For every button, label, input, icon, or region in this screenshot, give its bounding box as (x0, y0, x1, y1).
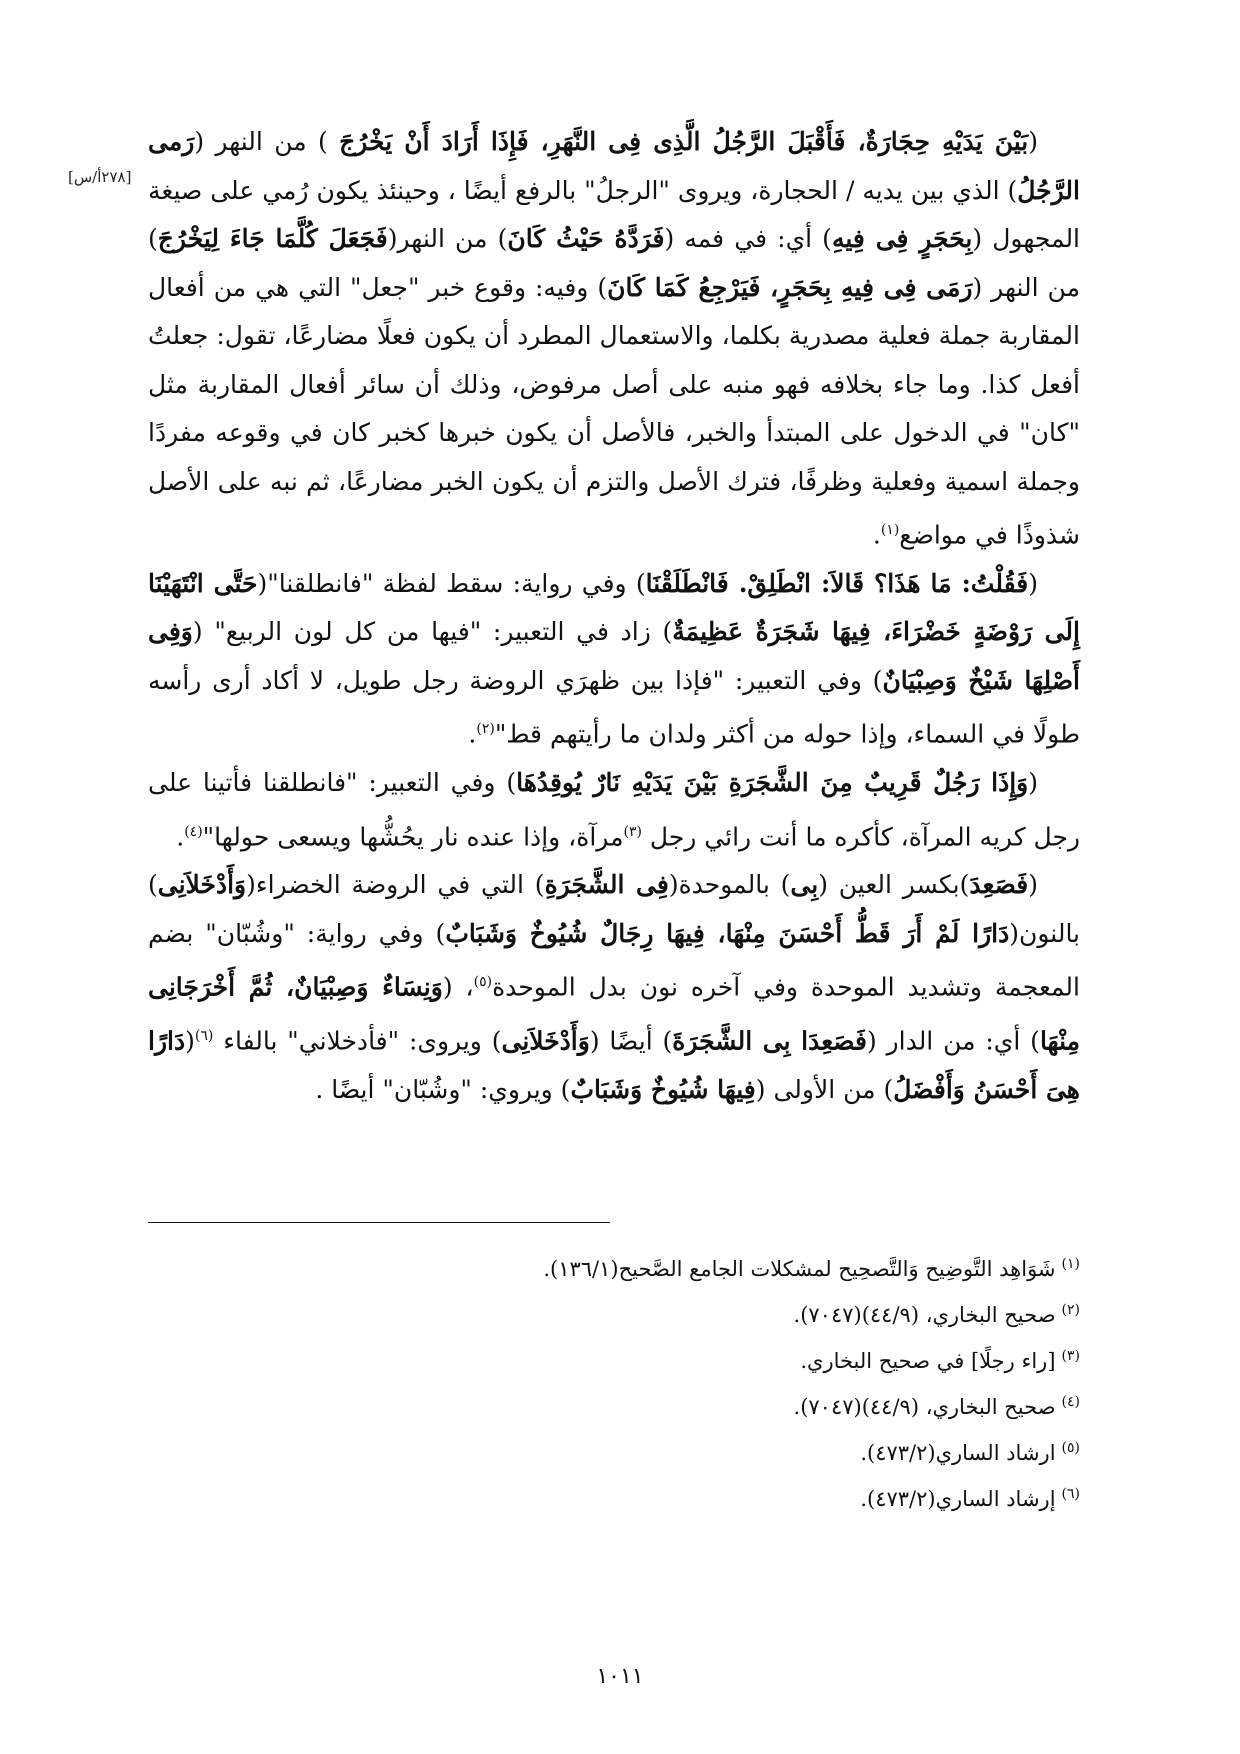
hadith-quote: فِيهَا شُيُوخٌ وَشَبَابٌ (570, 1075, 756, 1105)
commentary-text: ) أي: في فمه ( (664, 224, 832, 253)
footnote-separator (148, 1222, 610, 1223)
commentary-text: ) وفي التعبير: "فإذا بين ظهرَي الروضة رجل طويل، لا أكاد أرى رأسه طولًا في السماء، وإذا حوله من أكثر ولدان ما رأيتهم قط" (148, 665, 1080, 749)
footnote-reference: (١) (880, 522, 900, 538)
paragraph-3 (148, 759, 1080, 861)
hadith-quote: فَصَعِدَا بِى الشَّجَرَةَ (672, 1026, 867, 1056)
hadith-quote: فَصَعِدَ (969, 870, 1029, 900)
hadith-quote: حَتَّى انْتَهَيْنَا إِلَى رَوْضَةٍ خَضْرَاءَ، فِيهَا شَجَرَةٌ عَظِيمَةٌ (148, 568, 1080, 647)
commentary-text: . (468, 719, 477, 749)
footnote-reference: (٦) (194, 1028, 214, 1045)
commentary-text: ) من النهر ( (194, 127, 340, 156)
footnote-2 (148, 1290, 1080, 1336)
commentary-text: ) التي في الروضة الخضراء( (246, 870, 545, 900)
hadith-quote: وَنِسَاءٌ وَصِبْيَانٌ، ثُمَّ أَخْرَجَانِى مِنْهَا (148, 972, 1081, 1056)
hadith-quote: فِى الشَّجَرَةِ (544, 870, 669, 900)
footnote-5 (148, 1428, 1080, 1474)
hadith-quote: دَارًا لَمْ أَرَ قَطُّ أَحْسَنَ مِنْهَا، فِيهَا رِجَالٌ شُيُوخٌ وَشَبَابٌ (445, 918, 1010, 948)
commentary-text: ( (1028, 568, 1038, 598)
hadith-quote: وَأَدْخَلاَنِى (501, 1026, 590, 1056)
page-number: ١٠١١ (596, 1664, 644, 1689)
hadith-quote: فَقُلْتُ: مَا هَذَا؟ قَالاَ: انْطَلِقْ. فَانْطَلَقْنَا (645, 568, 1029, 598)
footnote-number: (١) (1061, 1256, 1080, 1272)
commentary-text: . (176, 821, 185, 851)
footnote-6 (148, 1474, 1080, 1520)
commentary-text: ) وفي رواية: "وشُبّان" بضم المعجمة وتشديد الموحدة وفي آخره نون بدل الموحدة (148, 918, 1080, 1002)
footnote-number: (٦) (1061, 1486, 1080, 1502)
footnote-number: (٥) (1061, 1440, 1080, 1456)
commentary-text: مرآة، وإذا عنده نار يحُشُّها ويسعى حولها" (202, 821, 624, 851)
footnote-reference: (٥) (473, 974, 493, 991)
footnote-reference: (٤) (184, 823, 203, 840)
footnote-4 (148, 1382, 1080, 1428)
hadith-quote: بِى (790, 870, 819, 900)
footnote-text: ارشاد الساري(٤٧٣/٢). (860, 1441, 1056, 1465)
commentary-text: ) ويروى: "فأدخلاني" بالفاء (213, 1026, 502, 1056)
commentary-text: ( (185, 1026, 195, 1056)
hadith-quote: بَيْنَ يَدَيْهِ حِجَارَةٌ، فَأَقْبَلَ الرَّجُلُ الَّذِى فِى النَّهَرِ، فَإِذَا أَرَادَ أَنْ يَخْرُجَ (339, 127, 1029, 156)
footnote-3 (148, 1336, 1080, 1382)
hadith-quote: فَرَدَّهُ حَيْثُ كَانَ (507, 224, 665, 253)
hadith-quote: وَفِى أَصْلِهَا شَيْخٌ وَصِبْيَانٌ (148, 617, 1080, 695)
paragraph-1 (148, 118, 1080, 560)
commentary-text: ) أي: من الدار ( (866, 1026, 1040, 1056)
commentary-text: ) بالنون( (148, 870, 1081, 948)
hadith-quote: رَمَى فِى فِيهِ بِحَجَرٍ، فَيَرْجِعُ كَمَا كَانَ (607, 272, 973, 302)
footnote-number: (٢) (1061, 1302, 1080, 1318)
commentary-text: ) وفي التعبير: "فانطلقنا فأتينا على رجل كريه المرآة، كأكره ما أنت رائي رجل (148, 768, 1080, 851)
hadith-quote: بِحَجَرٍ فِى فِيهِ (831, 224, 973, 253)
commentary-text: ) أيضًا ( (589, 1026, 673, 1056)
commentary-text: ) ويروي: "وشُبّان" أيضًا . (315, 1075, 571, 1105)
commentary-text: ( (1028, 127, 1038, 156)
hadith-quote: دَارًا هِىَ أَحْسَنُ وَأَفْضَلُ (148, 1026, 1080, 1105)
hadith-quote: وَإِذَا رَجُلٌ قَرِيبٌ مِنَ الشَّجَرَةِ بَيْنَ يَدَيْهِ نَارٌ يُوقِدُهَا (516, 768, 1029, 798)
footnotes (148, 1244, 1080, 1520)
commentary-text: ، ( (442, 972, 474, 1002)
footnote-text: إرشاد الساري(٤٧٣/٢). (860, 1487, 1056, 1511)
footnote-reference: (٣) (623, 823, 642, 840)
footnote-text: صحيح البخاري، (٤٤/٩)(٧٠٤٧). (793, 1303, 1056, 1327)
hadith-quote: رَمى الرَّجُلُ (148, 127, 1080, 205)
commentary-text: ) زاد في التعبير: "فيها من كل لون الربيع" ( (192, 617, 673, 647)
hadith-quote: وَأَدْخَلاَنِى (157, 870, 247, 900)
paragraph-2 (148, 560, 1080, 759)
commentary-text: ) بالموحدة( (668, 870, 791, 900)
footnote-text: شَوَاهِد التَّوضِيح وَالتَّصحِيح لمشكلات الجامع الصَّحيح(١٣٦/١). (543, 1257, 1056, 1281)
footnote-reference: (٢) (476, 721, 495, 738)
footnote-text: صحيح البخاري، (٤٤/٩)(٧٠٤٧). (793, 1395, 1056, 1419)
footnote-text: [راء رجلًا] في صحيح البخاري. (800, 1349, 1056, 1373)
footnote-number: (٣) (1061, 1348, 1080, 1364)
commentary-text: ) وفي رواية: سقط لفظة "فانطلقنا"( (257, 568, 646, 598)
commentary-text: ) من النهر ( (148, 224, 1080, 302)
commentary-text: ) من النهر( (387, 224, 508, 253)
commentary-text: ) الذي بين يديه / الحجارة، ويروى "الرجلُ" بالرفع أيضًا ، وحينئذ يكون رُمي على صيغة المجهول ( (148, 175, 1081, 253)
commentary-text: ( (1028, 870, 1038, 900)
hadith-quote: فَجَعَلَ كُلَّمَا جَاءَ لِيَخْرُجَ (157, 224, 388, 253)
commentary-text: ) وفيه: وقوع خبر "جعل" التي هي من أفعال المقاربة جملة فعلية مصدرية بكلما، والاستعمال المطرد أن يكون فعلًا مضارعًا، تقول: جعلتُ أفعل كذا. وما جاء بخلافه فهو منبه على أصل مرفوض، وذلك أن سائر أفعال المقاربة مثل "كان" في الدخول على المبتدأ والخبر، فالأصل أن يكون خبرها كخبر كان في وقوعه مفردًا وجملة اسمية وفعلية وظرفًا، فترك الأصل والتزم أن يكون الخبر مضارعًا، ثم نبه على الأصل شذوذًا في مواضع (148, 272, 1080, 550)
commentary-text: ) من الأولى ( (755, 1075, 894, 1105)
footnote-1 (148, 1244, 1080, 1290)
commentary-text: )بكسر العين ( (818, 870, 970, 900)
commentary-text: . (872, 520, 881, 550)
manuscript-folio-note: [٢٧٨أ/س] (68, 168, 132, 186)
main-body-text (148, 118, 1080, 1115)
commentary-text: ( (1028, 768, 1039, 798)
paragraph-4 (148, 861, 1080, 1114)
footnote-number: (٤) (1061, 1394, 1080, 1410)
